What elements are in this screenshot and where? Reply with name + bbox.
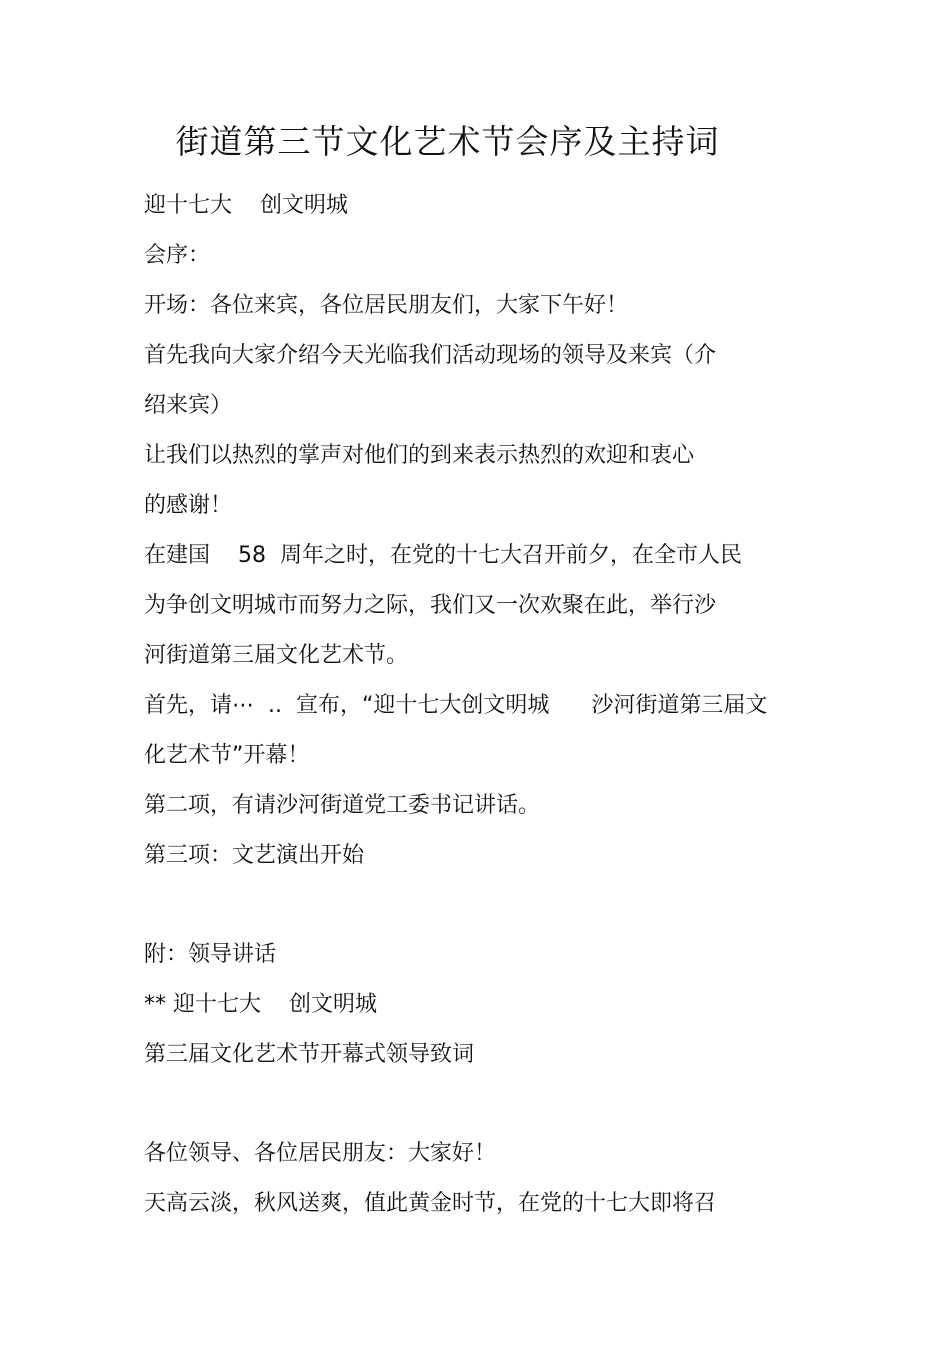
text-line: ** 迎十七大 创文明城 (144, 992, 377, 1017)
text-line: 会序： (144, 243, 211, 268)
text-line: 化艺术节”开幕！ (144, 743, 310, 768)
text-line: 为争创文明城市而努力之际，我们又一次欢聚在此，举行沙 (144, 593, 717, 618)
text-line: 附：领导讲话 (144, 942, 277, 967)
text-line: 首先我向大家介绍今天光临我们活动现场的领导及来宾（介 (144, 343, 717, 368)
text-line: 河街道第三届文化艺术节。 (144, 643, 409, 668)
text-line: 迎十七大 创文明城 (144, 193, 348, 218)
text-line: 的感谢！ (144, 493, 233, 518)
text-line: 第二项，有请沙河街道党工委书记讲话。 (144, 793, 541, 818)
text-line: 第三项：文艺演出开始 (144, 843, 365, 868)
text-line: 首先，请⋯ .. 宣布，“迎十七大创文明城 沙河街道第三届文 (144, 693, 768, 718)
text-line: 让我们以热烈的掌声对他们的到来表示热烈的欢迎和衷心 (144, 443, 695, 468)
text-line: 在建国 58 周年之时，在党的十七大召开前夕，在全市人民 (144, 543, 742, 568)
text-line: 天高云淡，秋风送爽，值此黄金时节，在党的十七大即将召 (144, 1191, 717, 1216)
text-line: 绍来宾） (144, 393, 233, 418)
text-line: 各位领导、各位居民朋友：大家好！ (144, 1141, 497, 1166)
document-title: 街道第三节文化艺术节会序及主持词 (175, 122, 720, 161)
text-line: 第三届文化艺术节开幕式领导致词 (144, 1042, 475, 1067)
text-line: 开场：各位来宾，各位居民朋友们，大家下午好！ (144, 293, 629, 318)
